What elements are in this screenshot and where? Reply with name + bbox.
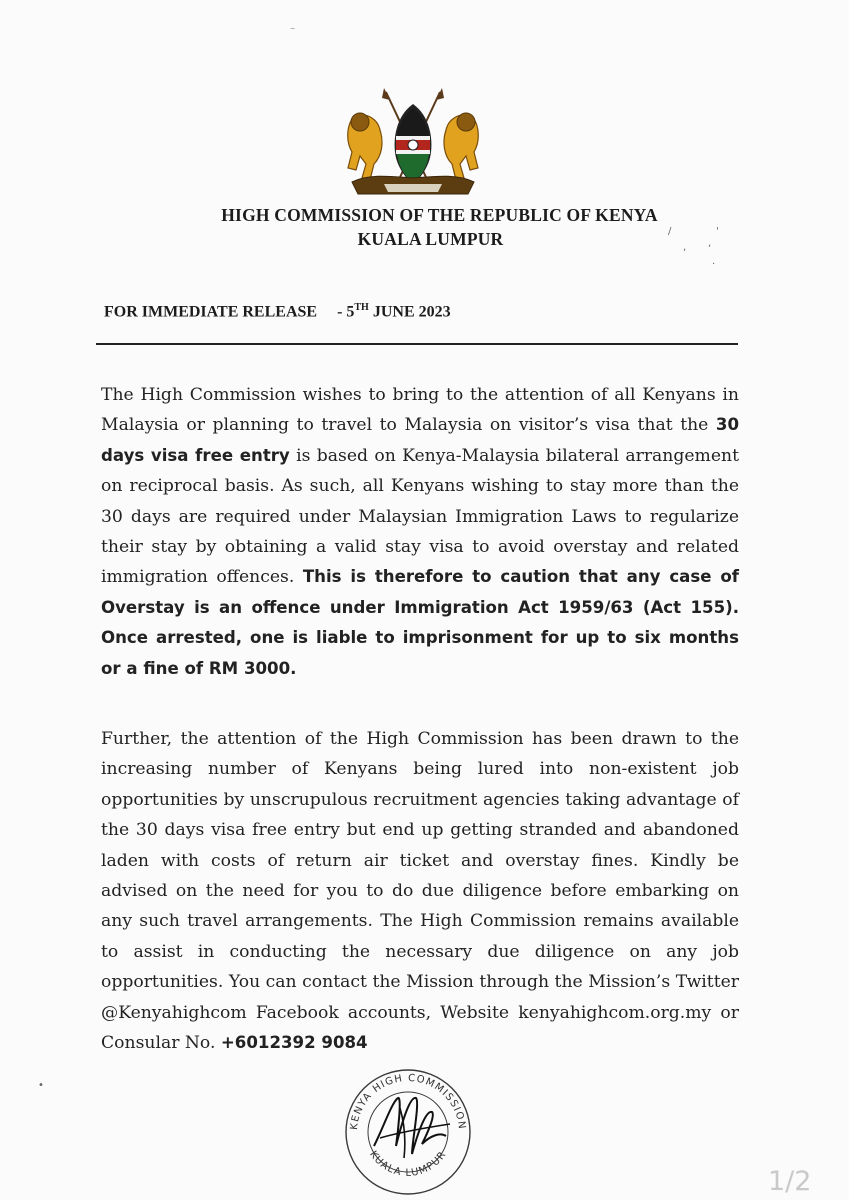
release-line: [104, 302, 451, 321]
paragraph-1-bold-1: 30 days visa free entry: [101, 415, 739, 465]
official-stamp-icon: [340, 1062, 475, 1200]
paragraph-2-phone: +6012392 9084: [220, 1033, 368, 1053]
scan-speck: ': [716, 226, 719, 237]
stamp-bottom-text: KUALA LUMPUR: [367, 1149, 449, 1179]
paragraph-2: [101, 724, 739, 1058]
release-date-suffix: TH: [354, 302, 369, 313]
kenya-coat-of-arms-icon: [338, 86, 488, 198]
scan-speck: .: [712, 256, 716, 267]
stamp-top-text: KENYA HIGH COMMISSION: [348, 1072, 468, 1131]
scan-speck: ,: [708, 238, 712, 249]
svg-text:KUALA LUMPUR: [367, 1149, 449, 1179]
release-date-prefix: - 5: [337, 303, 355, 321]
svg-text:KENYA HIGH COMMISSION: [349, 1073, 467, 1131]
release-date-rest: JUNE 2023: [368, 303, 451, 321]
scan-speck: /: [668, 226, 672, 237]
header-title: HIGH COMMISSION OF THE REPUBLIC OF KENYA: [221, 205, 658, 225]
paragraph-1-text-2: is based on Kenya-Malaysia bilateral arrangement on reciprocal basis. As such, all Kenyans wishing to stay more than the 30 days are required under Malaysian Immigration Laws to regularize their stay by obtaining a valid stay visa to avoid overstay and related immigration offences.: [101, 445, 739, 588]
page-number: 1/2: [768, 1166, 812, 1197]
horizontal-rule: [96, 343, 738, 345]
release-label: FOR IMMEDIATE RELEASE: [104, 303, 318, 321]
paragraph-1-text-1: The High Commission wishes to bring to the attention of all Kenyans in Malaysia or planning to travel to Malaysia on visitor’s visa that the: [101, 385, 739, 436]
scan-speck: ,: [683, 242, 687, 253]
paragraph-2-text-1: Further, the attention of the High Commission has been drawn to the increasing number of Kenyans being lured into non-existent job opportunities by unscrupulous recruitment agencies taking advantage of the 30 days visa free entry but end up getting stranded and abandoned laden with costs of return air ticket and overstay fines. Kindly be advised on the need for you to do due diligence before embarking on any such travel arrangements. The High Commission remains available to assist in conducting the necessary due diligence on any job opportunities. You can contact the Mission through the Mission’s Twitter @Kenyahighcom Facebook accounts, Website kenyahighcom.org.my or Consular No.: [101, 729, 739, 1054]
header-subtitle: KUALA LUMPUR: [357, 229, 504, 249]
scan-speck: ⁻: [290, 26, 296, 37]
scan-speck: •: [38, 1080, 44, 1091]
paragraph-1: [101, 380, 739, 684]
paragraph-1-bold-2: This is therefore to caution that any case of Overstay is an offence under Immigration Act 1959/63 (Act 155). Once arrested, one is liable to imprisonment for up to six months or a fine of RM 3000.: [101, 567, 739, 678]
